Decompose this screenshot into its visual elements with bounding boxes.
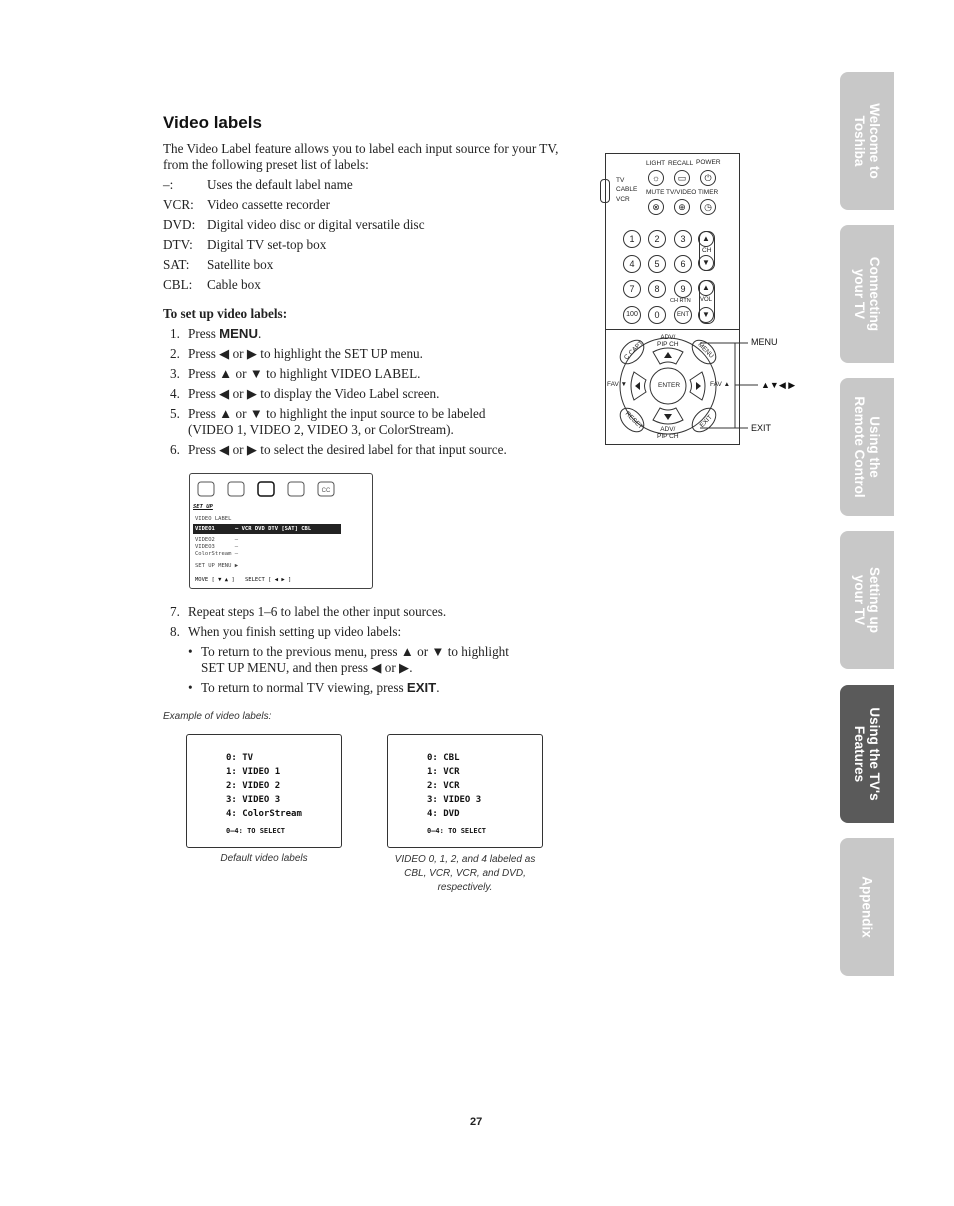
label-row: VCR: Video cassette recorder xyxy=(163,197,330,212)
applications-menu-icon xyxy=(288,482,304,496)
digit-7-button[interactable]: 7 xyxy=(623,280,641,298)
exit-key-label: EXIT xyxy=(406,680,437,695)
menu-key-label: MENU xyxy=(219,326,258,341)
audio-menu-icon xyxy=(228,482,244,496)
picture-menu-icon xyxy=(198,482,214,496)
volume-up-button[interactable]: ▲ xyxy=(698,280,714,296)
digit-0-button[interactable]: 0 xyxy=(648,306,666,324)
intro-paragraph: The Video Label feature allows you to label each input source for your TV, from the following preset list of labels: xyxy=(163,141,559,172)
digit-100-button[interactable]: 100 xyxy=(623,306,641,324)
page-number: 27 xyxy=(470,1116,483,1128)
arrows-callout: ▲▼◀ ▶ xyxy=(761,380,796,390)
custom-labels-caption: VIDEO 0, 1, 2, and 4 labeled as CBL, VCR, VCR, and DVD, respectively. xyxy=(394,854,536,893)
digit-1-button[interactable]: 1 xyxy=(623,230,641,248)
digit-6-button[interactable]: 6 xyxy=(674,255,692,273)
menu-callout: MENU xyxy=(751,337,778,347)
step-item: 7. Repeat steps 1–6 to label the other input sources. xyxy=(170,604,447,619)
tv-video-button[interactable]: ⊕ xyxy=(674,199,690,215)
mute-button[interactable]: ⊗ xyxy=(648,199,664,215)
digit-4-button[interactable]: 4 xyxy=(623,255,641,273)
page-title: Video labels xyxy=(163,113,262,132)
channel-up-button[interactable]: ▲ xyxy=(698,231,714,247)
channel-down-button[interactable]: ▼ xyxy=(698,255,714,271)
mode-switch[interactable] xyxy=(600,179,610,203)
example-caption: Example of video labels: xyxy=(163,711,272,722)
step-item: 3. Press ▲ or ▼ to highlight VIDEO LABEL. xyxy=(170,366,421,381)
tab-appendix[interactable]: Appendix xyxy=(840,838,894,976)
exit-callout: EXIT xyxy=(751,423,772,433)
volume-down-button[interactable]: ▼ xyxy=(698,307,714,323)
ent-button[interactable]: ENT xyxy=(674,306,692,324)
step-item: 8. When you finish setting up video labels: xyxy=(170,624,402,639)
light-button[interactable]: ☼ xyxy=(648,170,664,186)
digit-5-button[interactable]: 5 xyxy=(648,255,666,273)
svg-text:CC: CC xyxy=(321,488,331,494)
tab-welcome[interactable]: Welcome to Toshiba xyxy=(840,72,894,210)
setup-menu-icon xyxy=(258,482,274,496)
tab-remote-control[interactable]: Using the Remote Control xyxy=(840,378,894,516)
custom-labels-screen: 0: CBL 1: VCR 2: VCR 3: VIDEO 3 4: DVD 0–4: TO SELECT xyxy=(387,734,543,848)
bullet-item: • To return to the previous menu, press ▲ or ▼ to highlight SET UP MENU, and then press ◀ or ▶. xyxy=(188,644,509,675)
digit-3-button[interactable]: 3 xyxy=(674,230,692,248)
step-item: 5. Press ▲ or ▼ to highlight the input source to be labeled (VIDEO 1, VIDEO 2, VIDEO 3, or ColorStream). xyxy=(170,406,486,437)
bullet-item: • To return to normal TV viewing, press EXIT. xyxy=(188,680,440,695)
step-item: 2. Press ◀ or ▶ to highlight the SET UP menu. xyxy=(170,346,423,361)
recall-button[interactable]: ▭ xyxy=(674,170,690,186)
label-row: DTV: Digital TV set-top box xyxy=(163,237,327,252)
step-item: 1. Press MENU. xyxy=(170,326,262,341)
step-item: 6. Press ◀ or ▶ to select the desired label for that input source. xyxy=(170,442,507,457)
osd-highlight-row: VIDEO1 – VCR DVD DTV [SAT] CBL xyxy=(193,524,341,534)
power-button[interactable]: ⏻ xyxy=(700,170,716,186)
tab-setting-up[interactable]: Setting up your TV xyxy=(840,531,894,669)
tab-features[interactable]: Using the TV's Features xyxy=(840,685,894,823)
tab-connecting[interactable]: Connecting your TV xyxy=(840,225,894,363)
step-item: 4. Press ◀ or ▶ to display the Video Label screen. xyxy=(170,386,440,401)
setup-menu-screen: CC SET UP VIDEO LABEL VIDEO1 – VCR DVD DTV [SAT] CBL VIDEO2 – VIDEO3 – ColorStream – SET UP MENU ▶ MOVE [ ▼ ▲ ] SELECT [ ◀ ▶ ] xyxy=(189,473,373,589)
default-labels-caption: Default video labels xyxy=(220,853,308,864)
setup-subheading: To set up video labels: xyxy=(163,306,288,321)
label-row: –: Uses the default label name xyxy=(163,177,353,192)
timer-button[interactable]: ◷ xyxy=(700,199,716,215)
default-labels-screen: 0: TV 1: VIDEO 1 2: VIDEO 2 3: VIDEO 3 4: ColorStream 0–4: TO SELECT xyxy=(186,734,342,848)
digit-9-button[interactable]: 9 xyxy=(674,280,692,298)
remote-control-diagram: LIGHT RECALL POWER ☼ ▭ ⏻ TV CABLE VCR MUTE TV/VIDEO TIMER ⊗ ⊕ ◷ 1 2 3 4 5 6 7 8 9 100 0 ENT CH RTN CH ▲ ▼ VOL ▲ ▼ ADV/ PIP CH ADV/ PIP CH C.CAPT MENU RESET EXIT FAV ▼ FAV ▲ ENTER xyxy=(605,153,740,445)
label-row: CBL: Cable box xyxy=(163,277,261,292)
digit-8-button[interactable]: 8 xyxy=(648,280,666,298)
label-row: SAT: Satellite box xyxy=(163,257,274,272)
label-row: DVD: Digital video disc or digital versatile disc xyxy=(163,217,425,232)
digit-2-button[interactable]: 2 xyxy=(648,230,666,248)
